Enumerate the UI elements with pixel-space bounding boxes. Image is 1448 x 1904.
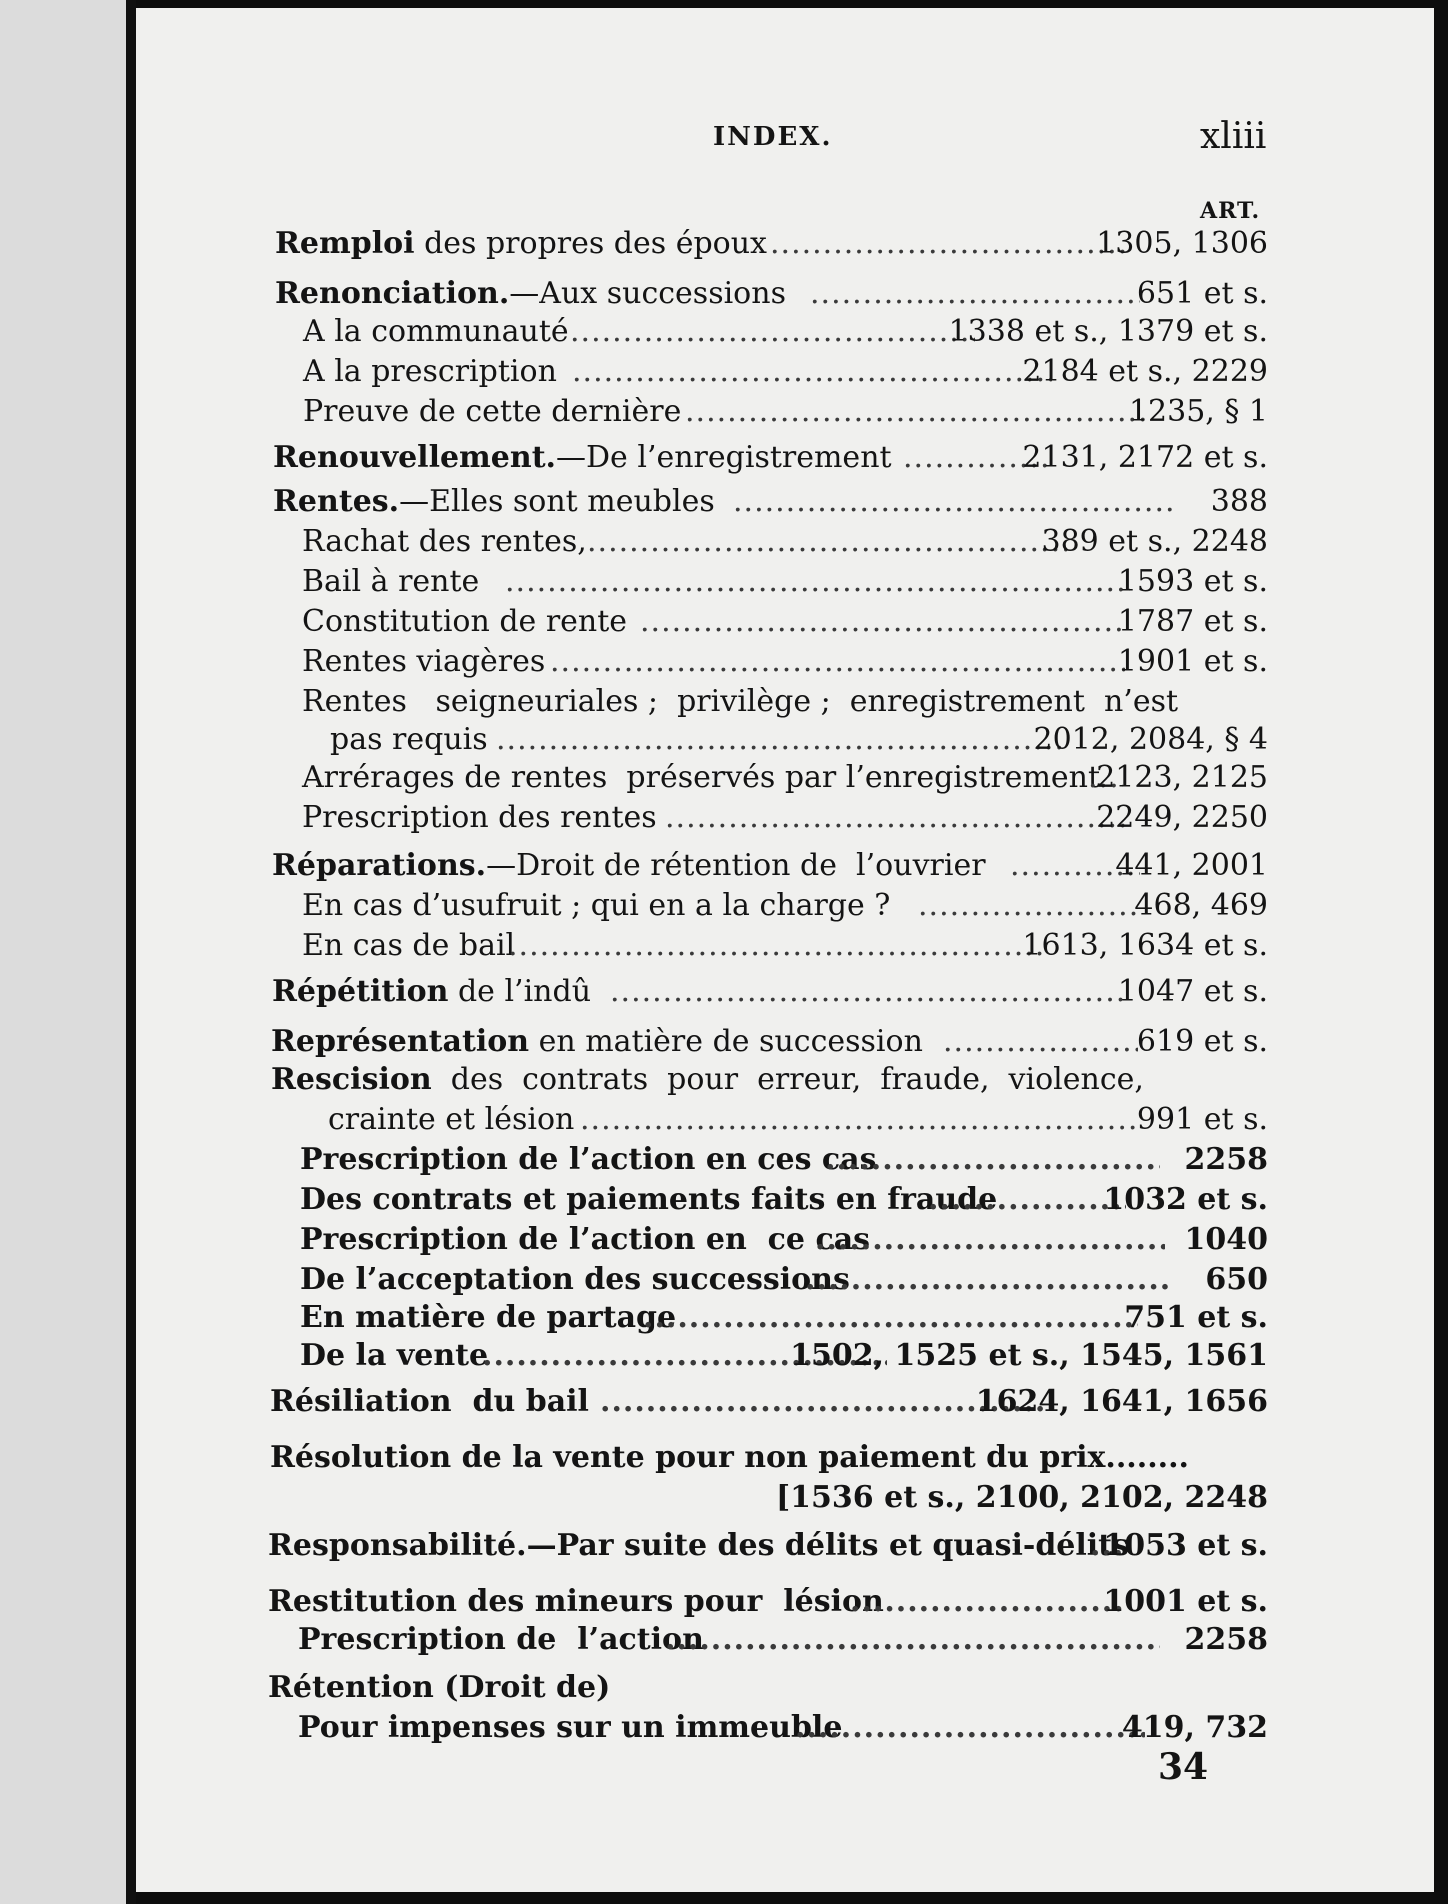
dot-leader <box>665 1620 1160 1660</box>
entry-heading: Réparations. <box>272 848 487 883</box>
index-entry <box>0 1582 1448 1622</box>
entry-text: Rentes viagères <box>302 644 546 679</box>
article-reference: 468, 469 <box>1134 888 1268 923</box>
index-entry <box>0 1438 1448 1478</box>
entry-heading: Répétition <box>272 974 449 1009</box>
entry-text: crainte et lésion <box>328 1102 575 1137</box>
index-entry <box>0 1668 1448 1708</box>
index-entry <box>0 1382 1448 1422</box>
index-entry <box>0 886 1448 926</box>
dot-leader <box>810 274 1140 314</box>
index-entry <box>0 522 1448 562</box>
dot-leader <box>496 720 1066 760</box>
entry-text: En matière de partage <box>300 1300 677 1335</box>
index-entry <box>0 798 1448 838</box>
article-reference: 650 <box>1205 1262 1268 1297</box>
index-entry <box>0 1336 1448 1376</box>
article-reference: 2258 <box>1184 1622 1268 1657</box>
entry-heading: Résiliation <box>270 1384 452 1419</box>
dot-leader <box>815 1220 1165 1260</box>
index-entry <box>0 642 1448 682</box>
entry-text: Prescription des rentes <box>302 800 657 835</box>
entry-text: —Par suite des délits et quasi-délits <box>526 1528 1129 1563</box>
article-reference: 651 et s. <box>1136 276 1268 311</box>
dot-leader <box>665 798 1125 838</box>
page-number: xliii <box>1200 116 1267 157</box>
index-entry <box>0 312 1448 352</box>
entry-heading: Rétention <box>268 1670 434 1705</box>
entry-text: Preuve de cette dernière <box>303 394 682 429</box>
signature-mark: 34 <box>1158 1746 1209 1788</box>
dot-leader <box>572 352 1052 392</box>
article-reference: 1502, 1525 et s., 1545, 1561 <box>790 1338 1268 1373</box>
entry-text: —De l’enregistrement <box>556 440 892 475</box>
index-entry <box>0 1022 1448 1062</box>
entry-text: Prescription de l’action en ce cas <box>300 1222 871 1257</box>
index-entry <box>0 972 1448 1012</box>
index-entry <box>0 482 1448 522</box>
entry-heading: Renonciation. <box>275 276 510 311</box>
dot-leader <box>770 224 1125 264</box>
article-reference: 1040 <box>1184 1222 1268 1257</box>
index-entry <box>0 1100 1448 1140</box>
entry-text: A la prescription <box>303 354 557 389</box>
dot-leader <box>610 972 1125 1012</box>
entry-heading: Rescision <box>271 1062 432 1097</box>
index-entry <box>0 1298 1448 1338</box>
article-reference: 2012, 2084, § 4 <box>1033 722 1268 757</box>
dot-leader <box>580 1100 1138 1140</box>
entry-text: Constitution de rente <box>302 604 628 639</box>
article-reference: 991 et s. <box>1136 1102 1268 1137</box>
dot-leader <box>795 1708 1145 1748</box>
dot-leader <box>943 1022 1138 1062</box>
dot-leader <box>850 1582 1125 1622</box>
index-entry <box>0 1708 1448 1748</box>
article-reference: 1053 et s. <box>1103 1528 1268 1563</box>
entry-text: —Elles sont meubles <box>399 484 715 519</box>
dot-leader <box>928 1180 1126 1220</box>
article-reference: 1787 et s. <box>1117 604 1268 639</box>
article-reference: 1613, 1634 et s. <box>1022 928 1268 963</box>
index-entry <box>0 1180 1448 1220</box>
index-entry <box>0 1620 1448 1660</box>
article-reference: 1032 et s. <box>1103 1182 1268 1217</box>
article-reference: 1001 et s. <box>1103 1584 1268 1619</box>
entry-text: Prescription de l’action <box>298 1622 704 1657</box>
entry-text: De la vente <box>300 1338 489 1373</box>
entry-text: Prescription de l’action en ces cas <box>300 1142 877 1177</box>
dot-leader <box>505 562 1130 602</box>
article-reference: 2184 et s., 2229 <box>1022 354 1268 389</box>
article-reference: 389 et s., 2248 <box>1041 524 1268 559</box>
article-reference: 2249, 2250 <box>1096 800 1268 835</box>
index-entry <box>0 1260 1448 1300</box>
index-entry <box>0 1060 1448 1100</box>
index-entry <box>0 602 1448 642</box>
article-reference: 751 et s. <box>1124 1300 1268 1335</box>
entry-heading: Responsabilité. <box>268 1528 527 1563</box>
index-entry <box>0 224 1448 264</box>
entry-text: Des contrats et paiements faits en fraude <box>300 1182 998 1217</box>
article-reference: 1624, 1641, 1656 <box>975 1384 1268 1419</box>
entry-heading: Restitution <box>268 1584 457 1619</box>
entry-text: de la vente pour non paiement du prix........ <box>451 1440 1189 1475</box>
entry-text: Rachat des rentes, <box>302 524 587 559</box>
article-reference: 388 <box>1210 484 1268 519</box>
entry-text: (Droit de) <box>433 1670 611 1705</box>
article-reference: 419, 732 <box>1121 1710 1268 1745</box>
entry-text: De l’acceptation des successions <box>300 1262 850 1297</box>
article-reference: 441, 2001 <box>1115 848 1268 883</box>
dot-leader <box>685 392 1150 432</box>
index-entry <box>0 1526 1448 1566</box>
dot-leader <box>550 642 1125 682</box>
article-reference: 1305, 1306 <box>1096 226 1268 261</box>
entry-heading: Rentes. <box>273 484 400 519</box>
dot-leader <box>825 1140 1160 1180</box>
entry-text: A la communauté <box>303 314 569 349</box>
index-entry <box>0 392 1448 432</box>
entry-text: Rentes seigneuriales ; privilège ; enregistrement n’est <box>302 684 1179 719</box>
article-reference: 1338 et s., 1379 et s. <box>948 314 1268 349</box>
entry-text: —Droit de rétention de l’ouvrier <box>486 848 986 883</box>
dot-leader <box>805 1260 1170 1300</box>
running-head: INDEX. <box>713 122 833 152</box>
article-reference: 1593 et s. <box>1117 564 1268 599</box>
entry-text: Bail à rente <box>302 564 480 599</box>
dot-leader <box>508 926 1043 966</box>
dot-leader <box>640 602 1125 642</box>
article-reference: 619 et s. <box>1136 1024 1268 1059</box>
entry-text: En cas de bail <box>302 928 516 963</box>
index-entry <box>0 274 1448 314</box>
article-reference: 1901 et s. <box>1117 644 1268 679</box>
dot-leader <box>643 1298 1138 1338</box>
index-entry <box>0 352 1448 392</box>
entry-heading: Résolution <box>270 1440 452 1475</box>
dot-leader <box>570 312 975 352</box>
dot-leader <box>733 482 1178 522</box>
index-entry <box>0 758 1448 798</box>
entry-text: Arrérages de rentes préservés par l’enregistrement <box>302 760 1101 795</box>
article-reference: 1235, § 1 <box>1128 394 1268 429</box>
entry-text: des contrats pour erreur, fraude, violence, <box>431 1062 1144 1097</box>
entry-text: en matière de succession <box>529 1024 923 1059</box>
index-entry <box>0 1140 1448 1180</box>
article-reference: 2258 <box>1184 1142 1268 1177</box>
index-entry <box>0 682 1448 722</box>
article-reference: 2123, 2125 <box>1096 760 1268 795</box>
article-reference: 2131, 2172 et s. <box>1022 440 1268 475</box>
entry-heading: Représentation <box>271 1024 530 1059</box>
entry-text: de l’indû <box>448 974 592 1009</box>
article-column-label: ART. <box>1200 198 1261 224</box>
article-reference: [1536 et s., 2100, 2102, 2248 <box>775 1480 1268 1515</box>
index-entry <box>0 846 1448 886</box>
index-entry <box>0 438 1448 478</box>
index-entry <box>0 1478 1448 1518</box>
index-entry <box>0 720 1448 760</box>
dot-leader <box>918 886 1140 926</box>
entry-heading: Renouvellement. <box>273 440 556 475</box>
entry-heading: Remploi <box>275 226 415 261</box>
entry-text: Pour impenses sur un immeuble <box>298 1710 843 1745</box>
entry-text: pas requis <box>330 722 488 757</box>
entry-text: du bail <box>451 1384 589 1419</box>
entry-text: des mineurs pour lésion <box>456 1584 884 1619</box>
index-entry <box>0 926 1448 966</box>
index-entry <box>0 1220 1448 1260</box>
index-entry <box>0 562 1448 602</box>
entry-text: des propres des époux <box>414 226 767 261</box>
entry-text: —Aux successions <box>509 276 786 311</box>
article-reference: 1047 et s. <box>1117 974 1268 1009</box>
dot-leader <box>587 522 1067 562</box>
entry-text: En cas d’usufruit ; qui en a la charge ? <box>302 888 891 923</box>
